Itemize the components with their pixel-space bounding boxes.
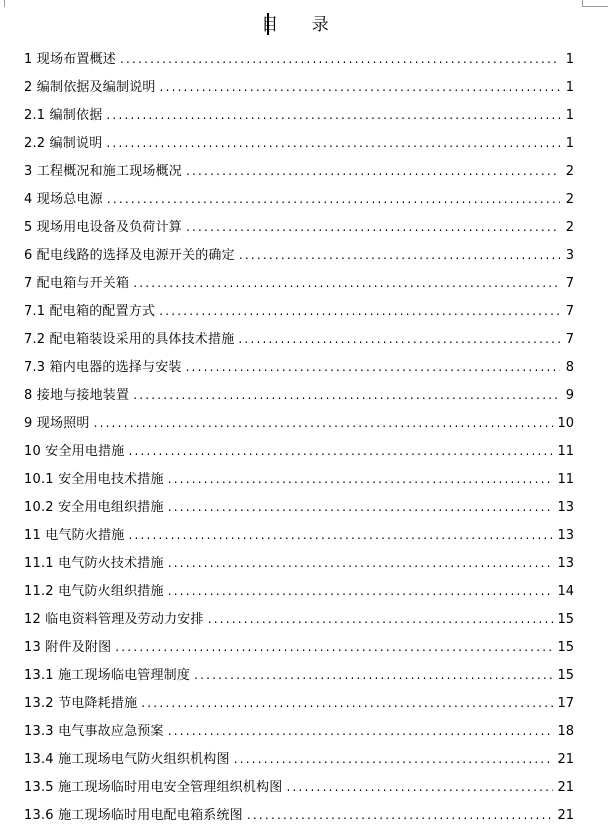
toc-page-number[interactable]: 14	[557, 584, 574, 599]
toc-dot-leader	[120, 45, 560, 73]
toc-entry-label[interactable]: 7.2 配电箱装设采用的具体技术措施	[24, 332, 235, 347]
toc-page-number[interactable]: 11	[557, 444, 574, 459]
toc-entry-label[interactable]: 3 工程概况和施工现场概况	[24, 164, 183, 179]
toc-entry[interactable]	[24, 325, 574, 353]
toc-entry[interactable]	[24, 745, 574, 773]
toc-page-number[interactable]: 1	[565, 136, 574, 151]
toc-entry[interactable]	[24, 661, 574, 689]
toc-entry[interactable]	[24, 493, 574, 521]
toc-dot-leader	[286, 773, 553, 801]
toc-page-number[interactable]: 21	[557, 808, 574, 823]
toc-entry[interactable]	[24, 297, 574, 325]
toc-entry-label[interactable]: 2.2 编制说明	[24, 136, 103, 151]
toc-page-number[interactable]: 17	[557, 696, 574, 711]
toc-page-number[interactable]: 13	[557, 500, 574, 515]
toc-dot-leader	[168, 493, 554, 521]
toc-entry[interactable]	[24, 577, 574, 605]
toc-dot-leader	[186, 213, 560, 241]
toc-dot-leader	[141, 689, 553, 717]
toc-dot-leader	[208, 605, 554, 633]
toc-entry[interactable]	[24, 773, 574, 801]
toc-page-number[interactable]: 21	[557, 780, 574, 795]
toc-page-number[interactable]: 1	[565, 52, 574, 67]
toc-dot-leader	[94, 409, 554, 437]
toc-entry-label[interactable]: 10.2 安全用电组织措施	[24, 500, 164, 515]
toc-dot-leader	[247, 801, 554, 829]
toc-page-number[interactable]: 8	[565, 360, 574, 375]
toc-page-number[interactable]: 2	[565, 220, 574, 235]
toc-entry[interactable]	[24, 157, 574, 185]
toc-page-number[interactable]: 9	[565, 388, 574, 403]
toc-entry-label[interactable]: 7 配电箱与开关箱	[24, 276, 130, 291]
toc-entry[interactable]	[24, 689, 574, 717]
toc-dot-leader	[128, 437, 553, 465]
toc-dot-leader	[194, 661, 553, 689]
toc-page-number[interactable]: 7	[565, 276, 574, 291]
toc-page-number[interactable]: 15	[557, 668, 574, 683]
toc-entry[interactable]	[24, 353, 574, 381]
toc-dot-leader	[168, 577, 554, 605]
toc-entry-label[interactable]: 5 现场用电设备及负荷计算	[24, 220, 183, 235]
toc-dot-leader	[106, 101, 560, 129]
toc-dot-leader	[234, 745, 554, 773]
toc-entry-label[interactable]: 13 附件及附图	[24, 640, 112, 655]
toc-entry-label[interactable]: 13.6 施工现场临时用电配电箱系统图	[24, 808, 243, 823]
toc-dot-leader	[168, 549, 554, 577]
toc-dot-leader	[115, 633, 553, 661]
toc-entry-label[interactable]: 9 现场照明	[24, 416, 90, 431]
title-row	[0, 10, 590, 40]
toc-dot-leader	[106, 129, 560, 157]
toc-dot-leader	[133, 269, 560, 297]
toc-entry-label[interactable]: 13.4 施工现场电气防火组织机构图	[24, 752, 230, 767]
toc-entry-label[interactable]: 6 配电线路的选择及电源开关的确定	[24, 248, 235, 263]
toc-page-number[interactable]: 13	[557, 528, 574, 543]
page-corner-mark-top-right	[582, 0, 608, 7]
toc-page-number[interactable]: 1	[565, 108, 574, 123]
toc-entry-label[interactable]: 4 现场总电源	[24, 192, 103, 207]
toc-entry-label[interactable]: 13.5 施工现场临时用电安全管理组织机构图	[24, 780, 283, 795]
toc-dot-leader	[168, 465, 554, 493]
toc-entry-label[interactable]: 13.1 施工现场临电管理制度	[24, 668, 191, 683]
toc-entry[interactable]	[24, 269, 574, 297]
toc-entry[interactable]	[24, 549, 574, 577]
toc-entry[interactable]	[24, 437, 574, 465]
toc-dot-leader	[133, 381, 560, 409]
toc-entry-label[interactable]: 11.1 电气防火技术措施	[24, 556, 164, 571]
toc-entry-label[interactable]: 13.3 电气事故应急预案	[24, 724, 164, 739]
table-of-contents	[24, 45, 574, 829]
toc-page-number[interactable]: 1	[565, 80, 574, 95]
toc-entry[interactable]	[24, 213, 574, 241]
toc-entry[interactable]	[24, 801, 574, 829]
toc-entry-label[interactable]: 7.1 配电箱的配置方式	[24, 304, 156, 319]
toc-dot-leader	[128, 521, 553, 549]
toc-entry-label[interactable]: 7.3 箱内电器的选择与安装	[24, 360, 182, 375]
toc-entry-label[interactable]: 12 临电资料管理及劳动力安排	[24, 612, 204, 627]
toc-dot-leader	[168, 717, 554, 745]
toc-dot-leader	[160, 73, 560, 101]
toc-entry[interactable]	[24, 717, 574, 745]
toc-entry-label[interactable]: 13.2 节电降耗措施	[24, 696, 138, 711]
toc-entry[interactable]	[24, 605, 574, 633]
toc-page-number[interactable]: 21	[557, 752, 574, 767]
toc-dot-leader	[186, 353, 560, 381]
toc-entry[interactable]	[24, 129, 574, 157]
toc-entry-label[interactable]: 10.1 安全用电技术措施	[24, 472, 164, 487]
toc-entry[interactable]	[24, 101, 574, 129]
toc-page-number[interactable]: 15	[557, 612, 574, 627]
toc-page-number[interactable]: 11	[557, 472, 574, 487]
page-corner-mark-top-left	[0, 0, 5, 7]
toc-page-number[interactable]: 13	[557, 556, 574, 571]
toc-entry-label[interactable]: 2.1 编制依据	[24, 108, 103, 123]
toc-entry[interactable]	[24, 45, 574, 73]
toc-page-number[interactable]: 7	[565, 304, 574, 319]
toc-entry-label[interactable]: 11.2 电气防火组织措施	[24, 584, 164, 599]
toc-entry[interactable]	[24, 381, 574, 409]
toc-page-number[interactable]: 10	[557, 416, 574, 431]
toc-title[interactable]: 目 录	[261, 15, 343, 35]
toc-entry[interactable]	[24, 465, 574, 493]
toc-entry[interactable]	[24, 241, 574, 269]
toc-page-number[interactable]: 7	[565, 332, 574, 347]
toc-entry-label[interactable]: 11 电气防火措施	[24, 528, 125, 543]
toc-dot-leader	[186, 157, 560, 185]
toc-entry-label[interactable]: 2 编制依据及编制说明	[24, 80, 156, 95]
toc-dot-leader	[239, 241, 560, 269]
toc-entry[interactable]	[24, 521, 574, 549]
toc-dot-leader	[238, 325, 560, 353]
toc-page-number[interactable]: 2	[565, 164, 574, 179]
toc-entry[interactable]	[24, 73, 574, 101]
toc-page-number[interactable]: 18	[557, 724, 574, 739]
toc-dot-leader	[159, 297, 560, 325]
toc-entry-label[interactable]: 8 接地与接地装置	[24, 388, 130, 403]
toc-page-number[interactable]: 2	[565, 192, 574, 207]
toc-dot-leader	[107, 185, 560, 213]
toc-page-number[interactable]: 15	[557, 640, 574, 655]
toc-page-number[interactable]: 3	[565, 248, 574, 263]
toc-entry[interactable]	[24, 185, 574, 213]
toc-entry[interactable]	[24, 633, 574, 661]
toc-entry-label[interactable]: 1 现场布置概述	[24, 52, 117, 67]
toc-entry[interactable]	[24, 409, 574, 437]
toc-entry-label[interactable]: 10 安全用电措施	[24, 444, 125, 459]
